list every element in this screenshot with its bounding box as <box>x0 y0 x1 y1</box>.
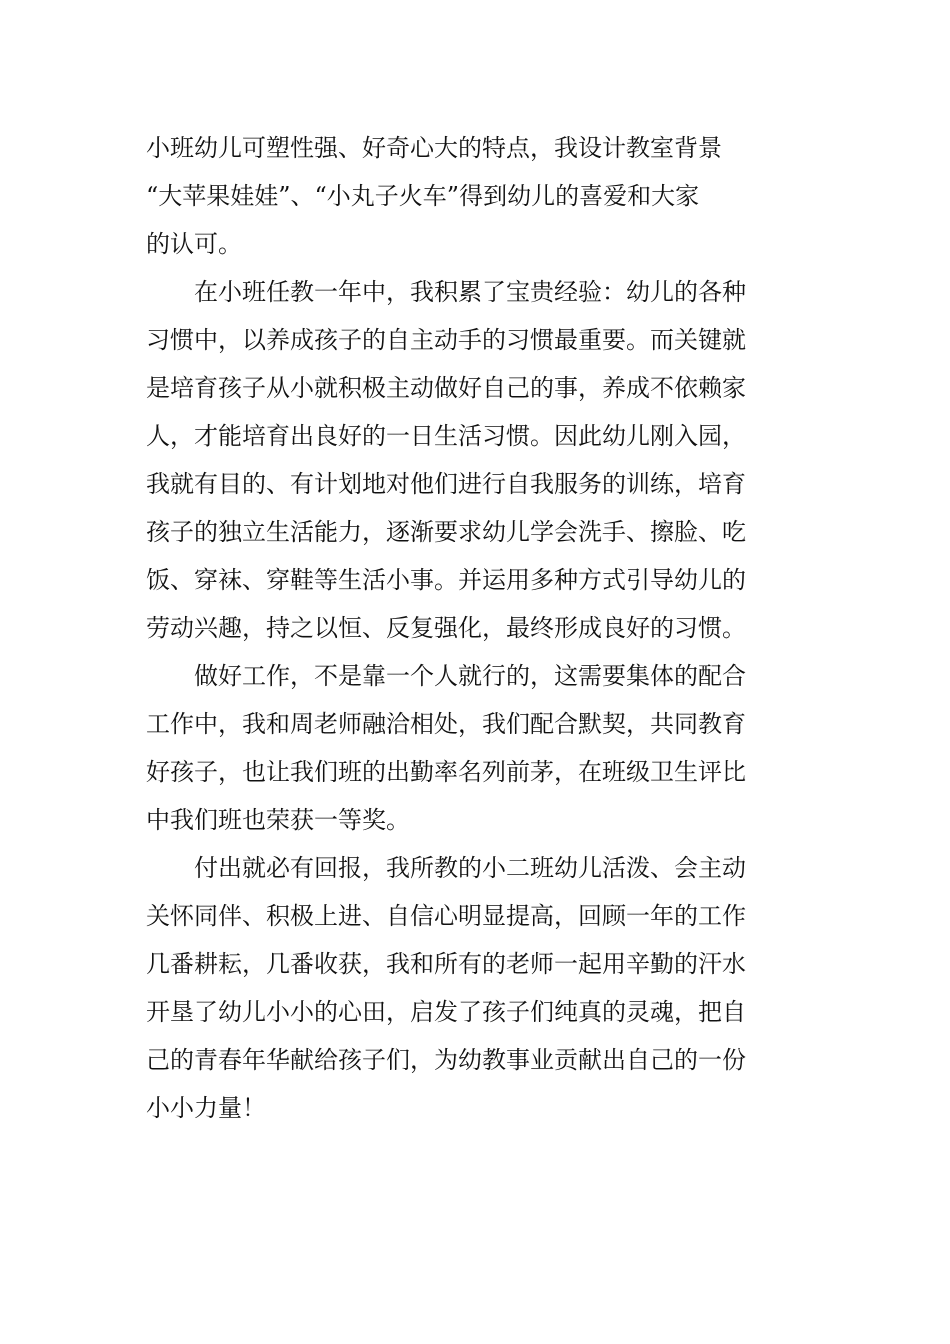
text-line: 劳动兴趣，持之以恒、反复强化，最终形成良好的习惯。 <box>146 614 746 642</box>
text-line: 己的青春年华献给孩子们，为幼教事业贡献出自己的一份 <box>146 1046 746 1074</box>
text-line: 工作中，我和周老师融洽相处，我们配合默契，共同教育 <box>146 710 746 738</box>
text-line: 几番耕耘，几番收获，我和所有的老师一起用辛勤的汗水 <box>146 950 746 978</box>
body-text <box>146 124 812 1132</box>
text-line: 人，才能培育出良好的一日生活习惯。因此幼儿刚入园， <box>146 422 746 450</box>
text-line: 关怀同伴、积极上进、自信心明显提高，回顾一年的工作 <box>146 902 746 930</box>
text-line: 开垦了幼儿小小的心田，启发了孩子们纯真的灵魂，把自 <box>146 998 746 1026</box>
text-line: 做好工作，不是靠一个人就行的，这需要集体的配合 <box>146 662 746 690</box>
text-line: 付出就必有回报，我所教的小二班幼儿活泼、会主动 <box>146 854 746 882</box>
text-line: 好孩子，也让我们班的出勤率名列前茅，在班级卫生评比 <box>146 758 746 786</box>
text-line: 小班幼儿可塑性强、好奇心大的特点，我设计教室背景 <box>146 134 722 162</box>
text-line: 是培育孩子从小就积极主动做好自己的事，养成不依赖家 <box>146 374 746 402</box>
text-line: 习惯中，以养成孩子的自主动手的习惯最重要。而关键就 <box>146 326 746 354</box>
text-line: 饭、穿袜、穿鞋等生活小事。并运用多种方式引导幼儿的 <box>146 566 746 594</box>
text-line: 在小班任教一年中，我积累了宝贵经验：幼儿的各种 <box>146 278 746 306</box>
text-line: 孩子的独立生活能力，逐渐要求幼儿学会洗手、擦脸、吃 <box>146 518 746 546</box>
text-line: 的认可。 <box>146 230 242 258</box>
text-line: 我就有目的、有计划地对他们进行自我服务的训练，培育 <box>146 470 746 498</box>
text-line: “大苹果娃娃”、“小丸子火车”得到幼儿的喜爱和大家 <box>146 182 700 210</box>
text-line: 小小力量！ <box>146 1094 266 1122</box>
text-line: 中我们班也荣获一等奖。 <box>146 806 410 834</box>
